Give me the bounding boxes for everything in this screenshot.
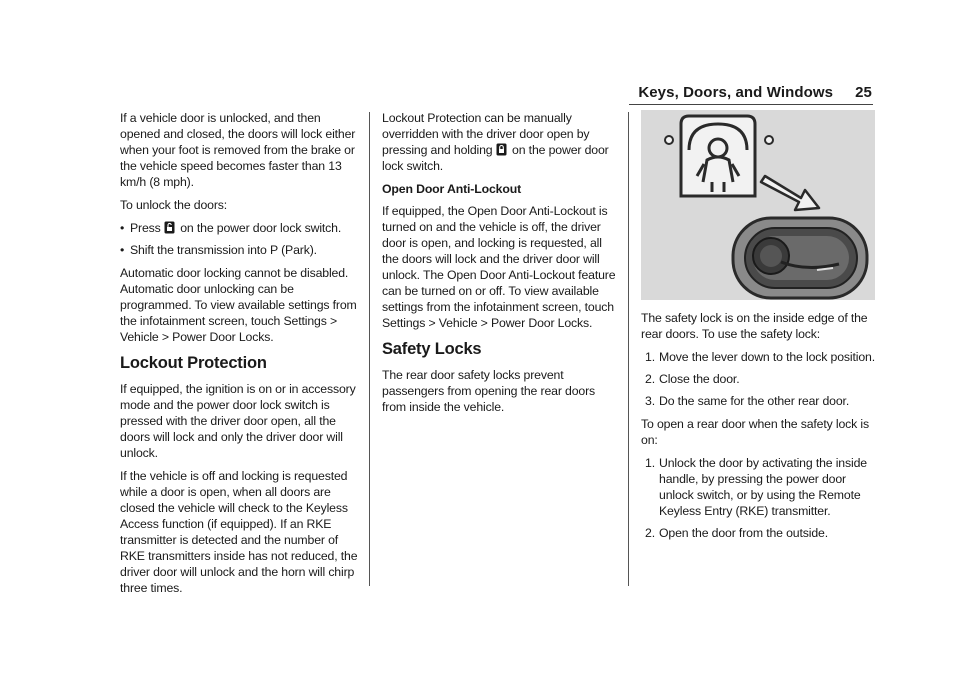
paragraph: To open a rear door when the safety lock is on: xyxy=(641,417,870,447)
bullet-icon: • xyxy=(120,243,125,257)
step-text: Open the door from the outside. xyxy=(659,526,828,540)
step-number: 1. xyxy=(645,350,655,364)
list-item xyxy=(120,220,358,236)
paragraph xyxy=(382,110,618,174)
paragraph-text-post: on the power door lock switch. xyxy=(382,143,609,173)
step-number: 1. xyxy=(645,456,655,470)
list-item xyxy=(641,349,875,365)
list-item xyxy=(641,525,875,541)
list-item-text: Shift the transmission into P (Park). xyxy=(130,243,317,257)
safety-lock-drawing xyxy=(641,110,875,300)
paragraph: To unlock the doors: xyxy=(120,198,228,212)
step-text: Move the lever down to the lock position. xyxy=(659,350,875,364)
column-2 xyxy=(382,110,618,422)
running-head xyxy=(638,84,872,101)
column-divider-1 xyxy=(369,112,370,586)
paragraph: If a vehicle door is unlocked, and then opened and closed, the doors will lock either when your foot is removed from the brake or the vehicle speed becomes faster than 13 km/h (8 mph). xyxy=(120,111,356,189)
paragraph: The rear door safety locks prevent passengers from opening the rear doors from inside the vehicle. xyxy=(382,368,596,414)
paragraph-text-pre: Lockout Protection can be manually overridden with the driver door open by pressing and holding xyxy=(382,111,590,157)
unlock-steps-list xyxy=(120,220,358,258)
section-heading-safety-locks: Safety Locks xyxy=(382,340,482,358)
step-number: 2. xyxy=(645,372,655,386)
lock-steps-list xyxy=(641,349,875,409)
section-heading-lockout-protection: Lockout Protection xyxy=(120,354,267,372)
paragraph: If the vehicle is off and locking is requested while a door is open, when all doors are closed the vehicle will check to the Keyless Access function (if equipped). If an RKE transmitter is detected and the number of RKE transmitters inside has not reduced, the driver door will unlock and the horn will chirp three times. xyxy=(120,469,358,595)
step-text: Unlock the door by activating the inside handle, by pressing the power door unlock switch, or by using the Remote Keyless Entry (RKE) transmitter. xyxy=(659,456,867,518)
page-number: 25 xyxy=(855,84,872,101)
list-item xyxy=(641,371,875,387)
column-3 xyxy=(641,110,875,548)
step-number: 3. xyxy=(645,394,655,408)
step-text: Close the door. xyxy=(659,372,740,386)
paragraph: If equipped, the Open Door Anti-Lockout is turned on and the vehicle is off, the driver door is open, and locking is requested, all the doors will lock and the driver door will unlock. The Open Door Anti-Lockout feature can be turned on or off. To view available settings from the infotainment screen, touch Settings > Vehicle > Power Door Locks. xyxy=(382,204,616,330)
bullet-icon: • xyxy=(120,221,125,235)
paragraph: The safety lock is on the inside edge of the rear doors. To use the safety lock: xyxy=(641,311,868,341)
list-item-text-pre: Press xyxy=(130,221,164,235)
unlock-icon xyxy=(164,221,175,234)
paragraph: Automatic door locking cannot be disabled. Automatic door unlocking can be programmed. To view available settings from the infotainment screen, touch Settings > Vehicle > Power Door Locks. xyxy=(120,266,357,344)
column-1 xyxy=(120,110,358,603)
list-item xyxy=(641,455,875,519)
list-item xyxy=(120,242,358,258)
header-rule xyxy=(629,104,873,105)
list-item-text-post: on the power door lock switch. xyxy=(176,221,342,235)
step-number: 2. xyxy=(645,526,655,540)
column-divider-2 xyxy=(628,112,629,586)
list-item xyxy=(641,393,875,409)
paragraph: If equipped, the ignition is on or in accessory mode and the power door lock switch is pressed with the driver door open, all the doors will lock and only the driver door will unlock. xyxy=(120,382,356,460)
lock-icon xyxy=(496,143,507,156)
lever-housing-icon xyxy=(733,218,867,298)
step-text: Do the same for the other rear door. xyxy=(659,394,850,408)
open-steps-list xyxy=(641,455,875,541)
section-title: Keys, Doors, and Windows xyxy=(638,84,834,101)
subheading-open-door-anti-lockout: Open Door Anti-Lockout xyxy=(382,182,522,196)
safety-lock-illustration xyxy=(641,110,875,300)
